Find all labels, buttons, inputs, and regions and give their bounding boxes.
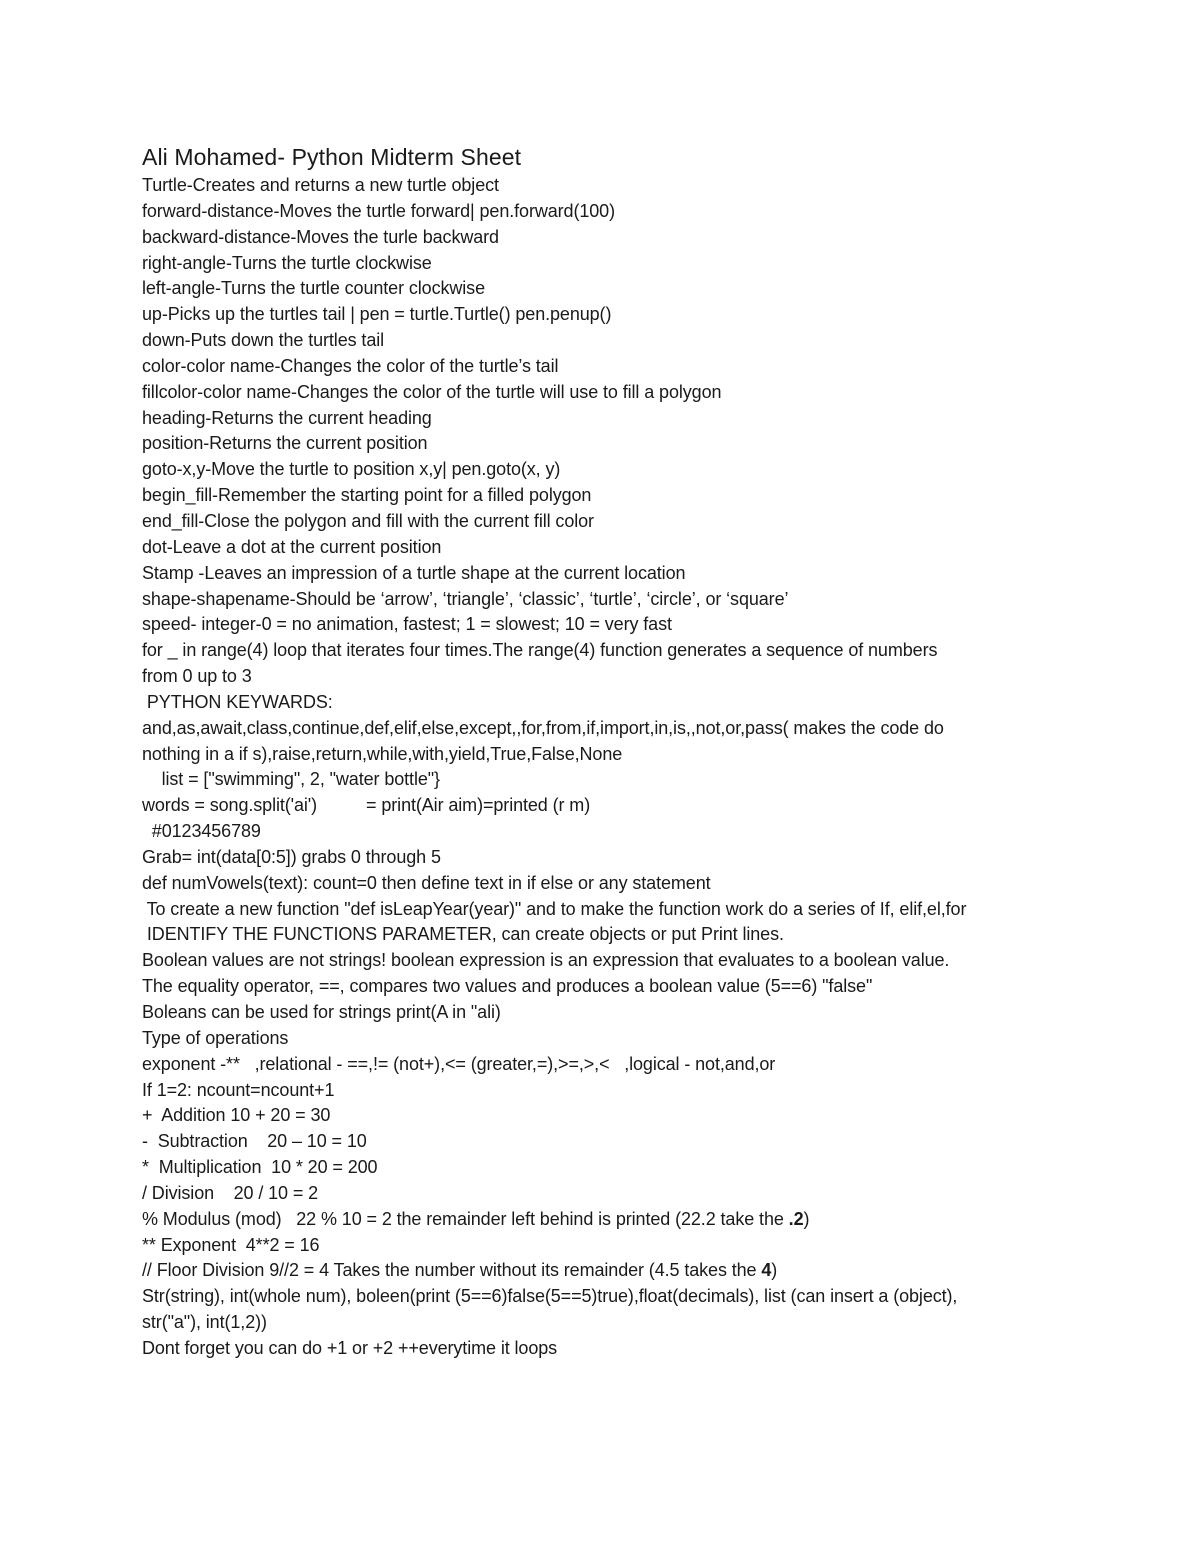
text-line: If 1=2: ncount=ncount+1	[142, 1079, 335, 1100]
floor-division-line	[142, 1258, 1072, 1284]
text-line: begin_fill-Remember the starting point for a filled polygon	[142, 485, 592, 506]
text-line: Turtle-Creates and returns a new turtle object	[142, 175, 499, 195]
document-body	[142, 173, 1072, 1207]
document-tail	[142, 1284, 1072, 1362]
text-line: goto-x,y-Move the turtle to position x,y| pen.goto(x, y)	[142, 459, 561, 480]
text-line: dot-Leave a dot at the current position	[142, 536, 442, 557]
text-line: Str(string), int(whole num), boleen(print (5==6)false(5==5)true),float(decimals), list (can insert a (object),	[142, 1286, 958, 1307]
text-line: speed- integer-0 = no animation, fastest; 1 = slowest; 10 = very fast	[142, 614, 672, 635]
text-line: words = song.split('ai') = print(Air aim)=printed (r m)	[142, 795, 591, 816]
exponent-line: ** Exponent 4**2 = 16	[142, 1234, 320, 1255]
text-line: IDENTIFY THE FUNCTIONS PARAMETER, can create objects or put Print lines.	[142, 924, 784, 945]
text-line: list = ["swimming", 2, "water bottle"}	[142, 769, 440, 790]
text-line: Grab= int(data[0:5]) grabs 0 through 5	[142, 846, 441, 867]
text-line: def numVowels(text): count=0 then define text in if else or any statement	[142, 872, 711, 893]
text-line: from 0 up to 3	[142, 666, 252, 687]
text-line: Stamp -Leaves an impression of a turtle shape at the current location	[142, 562, 686, 583]
text-line: forward-distance-Moves the turtle forward| pen.forward(100)	[142, 200, 615, 221]
text-line: left-angle-Turns the turtle counter clockwise	[142, 278, 485, 299]
text-line: Boleans can be used for strings print(A in "ali)	[142, 1002, 501, 1022]
text-line: Dont forget you can do +1 or +2 ++everytime it loops	[142, 1337, 558, 1358]
text-line: / Division 20 / 10 = 2	[142, 1182, 319, 1203]
text-line: exponent -** ,relational - ==,!= (not+),<= (greater,=),>=,>,< ,logical - not,and,or	[142, 1053, 776, 1074]
text-line: backward-distance-Moves the turle backward	[142, 226, 499, 247]
text-line: end_fill-Close the polygon and fill with the current fill color	[142, 510, 594, 531]
modulus-close: )	[803, 1208, 810, 1229]
text-line: Type of operations	[142, 1027, 289, 1048]
text-line: The equality operator, ==, compares two values and produces a boolean value (5==6) "false"	[142, 976, 873, 997]
text-line: #0123456789	[142, 821, 261, 842]
text-line: right-angle-Turns the turtle clockwise	[142, 252, 432, 273]
floor-close: )	[771, 1260, 778, 1281]
text-line: * Multiplication 10 * 20 = 200	[142, 1157, 378, 1178]
text-line: PYTHON KEYWARDS:	[142, 691, 333, 712]
modulus-text: % Modulus (mod) 22 % 10 = 2 the remainder left behind is printed (22.2 take the	[142, 1208, 789, 1229]
text-line: for _ in range(4) loop that iterates four times.The range(4) function generates a sequence of numbers	[142, 640, 938, 661]
floor-bold: 4	[761, 1260, 772, 1281]
text-line: - Subtraction 20 – 10 = 10	[142, 1131, 367, 1152]
text-line: To create a new function "def isLeapYear(year)" and to make the function work do a series of If, elif,el,for	[142, 898, 967, 919]
text-line: position-Returns the current position	[142, 433, 428, 454]
text-line: color-color name-Changes the color of the turtle’s tail	[142, 355, 559, 376]
modulus-bold: .2	[788, 1208, 804, 1229]
text-line: down-Puts down the turtles tail	[142, 330, 385, 351]
text-line: fillcolor-color name-Changes the color of the turtle will use to fill a polygon	[142, 381, 722, 402]
text-line: + Addition 10 + 20 = 30	[142, 1105, 331, 1126]
text-line: up-Picks up the turtles tail | pen = turtle.Turtle() pen.penup()	[142, 304, 612, 325]
floor-text: // Floor Division 9//2 = 4 Takes the number without its remainder (4.5 takes the	[142, 1260, 762, 1281]
text-line: shape-shapename-Should be ‘arrow’, ‘triangle’, ‘classic’, ‘turtle’, ‘circle’, or ‘square’	[142, 588, 789, 609]
text-line: and,as,await,class,continue,def,elif,else,except,,for,from,if,import,in,is,,not,or,pass( makes the code do	[142, 717, 944, 738]
text-line: heading-Returns the current heading	[142, 407, 432, 428]
document-title: Ali Mohamed- Python Midterm Sheet	[142, 144, 522, 170]
text-line: Boolean values are not strings! boolean expression is an expression that evaluates to a boolean value.	[142, 950, 950, 971]
text-line: str("a"), int(1,2))	[142, 1312, 267, 1333]
modulus-line	[142, 1207, 1072, 1233]
document-page	[142, 143, 1072, 1362]
text-line: nothing in a if s),raise,return,while,with,yield,True,False,None	[142, 743, 623, 764]
